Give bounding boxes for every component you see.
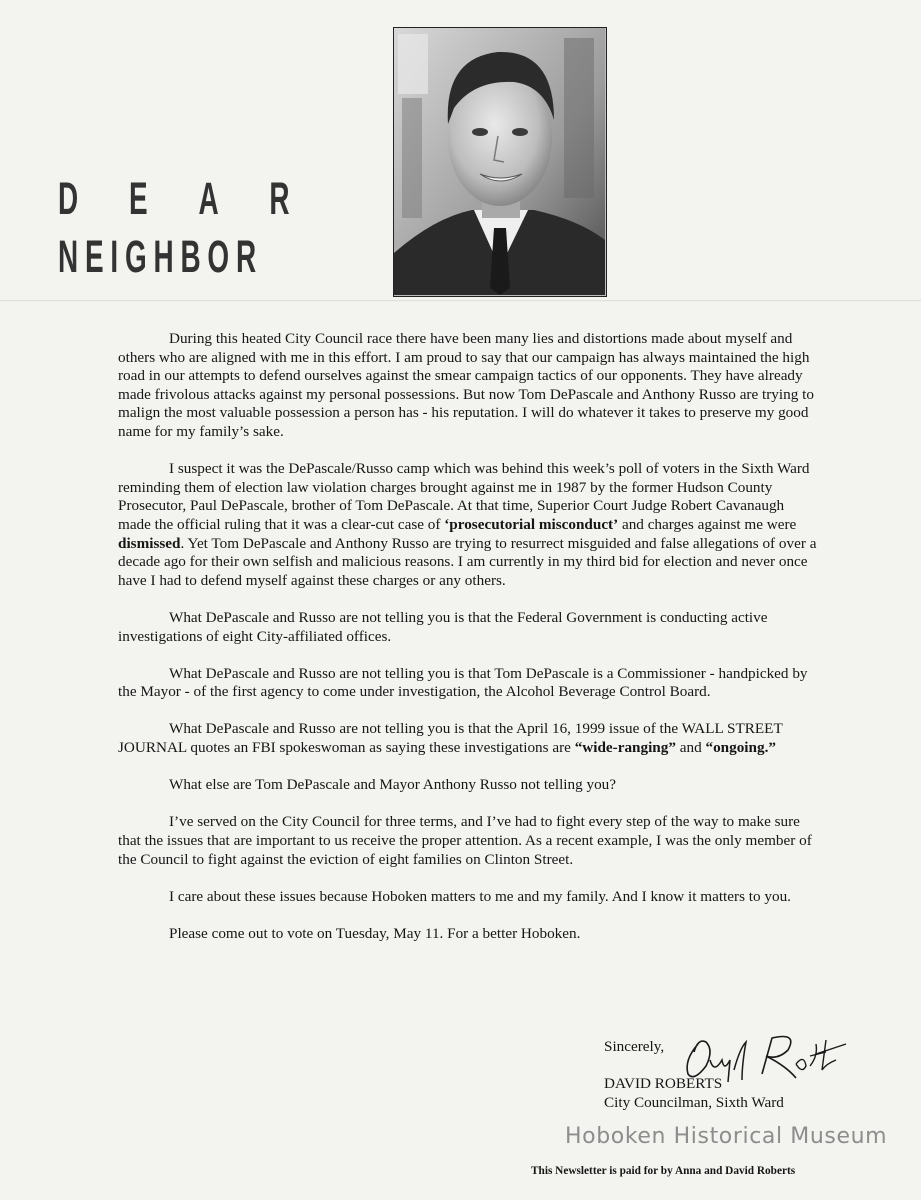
paragraph-text: . Yet Tom DePascale and Anthony Russo are trying to resurrect misguided and false allegations of over a decade ago for their own selfish and malicious reasons. I am currently in my third bid for election and never once have I had to defend myself against these charges or any others. xyxy=(118,534,817,589)
paragraph xyxy=(118,720,818,757)
portrait-photo xyxy=(393,27,607,297)
paragraph: I care about these issues because Hoboken matters to me and my family. And I know it matters to you. xyxy=(169,887,791,905)
paragraph: What DePascale and Russo are not telling you is that Tom DePascale is a Commissioner - handpicked by the Mayor - of the first agency to come under investigation, the Alcohol Beverage Control Board. xyxy=(118,664,808,701)
paragraph-text: What DePascale and Russo are not telling you is that the April 16, 1999 issue of the WALL STREET JOURNAL quotes an FBI spokeswoman as saying these investigations are xyxy=(118,720,783,757)
emphasis-text: “wide-ranging” xyxy=(574,739,676,757)
museum-watermark: Hoboken Historical Museum xyxy=(565,1124,888,1149)
paper-fold-line xyxy=(0,300,921,302)
paragraph-text: I suspect it was the DePascale/Russo camp which was behind this week’s poll of voters in the Sixth Ward reminding them of election law violation charges brought against me in 1987 by the former Hudson County Prosecutor, Paul DePascale, brother of Tom DePascale. At that time, Superior Court Judge Robert Cavanaugh made the official ruling that it was a clear-cut case of xyxy=(118,460,810,533)
paragraph-text: and xyxy=(679,739,702,757)
paragraph: What DePascale and Russo are not telling you is that the Federal Government is conducting active investigations of eight City-affiliated offices. xyxy=(118,608,768,645)
signer-position: City Councilman, Sixth Ward xyxy=(604,1093,784,1111)
emphasis-text: ‘prosecutorial misconduct’ xyxy=(444,515,619,533)
footer-paid-for: This Newsletter is paid for by Anna and David Roberts xyxy=(531,1165,796,1177)
portrait-icon xyxy=(394,28,605,295)
signer-name: DAVID ROBERTS xyxy=(604,1075,723,1093)
salutation: Sincerely, xyxy=(604,1038,665,1055)
handwritten-signature xyxy=(676,1030,851,1090)
paragraph-text: and charges against me were xyxy=(621,515,797,533)
paragraph: I’ve served on the City Council for three terms, and I’ve had to fight every step of the way to make sure that the issues that are important to us receive the proper attention. As a recent example, I was the only member of the Council to fight against the eviction of eight families on Clinton Street. xyxy=(118,813,812,868)
paragraph: Please come out to vote on Tuesday, May 11. For a better Hoboken. xyxy=(169,925,581,942)
emphasis-text: “ongoing.” xyxy=(705,739,776,757)
paragraph xyxy=(118,460,818,590)
letter-body xyxy=(118,330,818,962)
title-dear: DEAR xyxy=(58,173,341,224)
title-neighbor: NEIGHBOR xyxy=(58,231,263,282)
paragraph: What else are Tom DePascale and Mayor Anthony Russo not telling you? xyxy=(169,776,617,794)
emphasis-text: dismissed xyxy=(118,534,181,552)
paragraph: During this heated City Council race there have been many lies and distortions made about myself and others who are aligned with me in this effort. I am proud to say that our campaign has always maintained the high road in our attempts to defend ourselves against the smear campaign tactics of our opponents. They have already made frivolous attacks against my personal possessions. But now Tom DePascale and Anthony Russo are trying to malign the most valuable possession a person has - his reputation. I will do whatever it takes to preserve my good name for my family’s sake. xyxy=(118,330,814,440)
